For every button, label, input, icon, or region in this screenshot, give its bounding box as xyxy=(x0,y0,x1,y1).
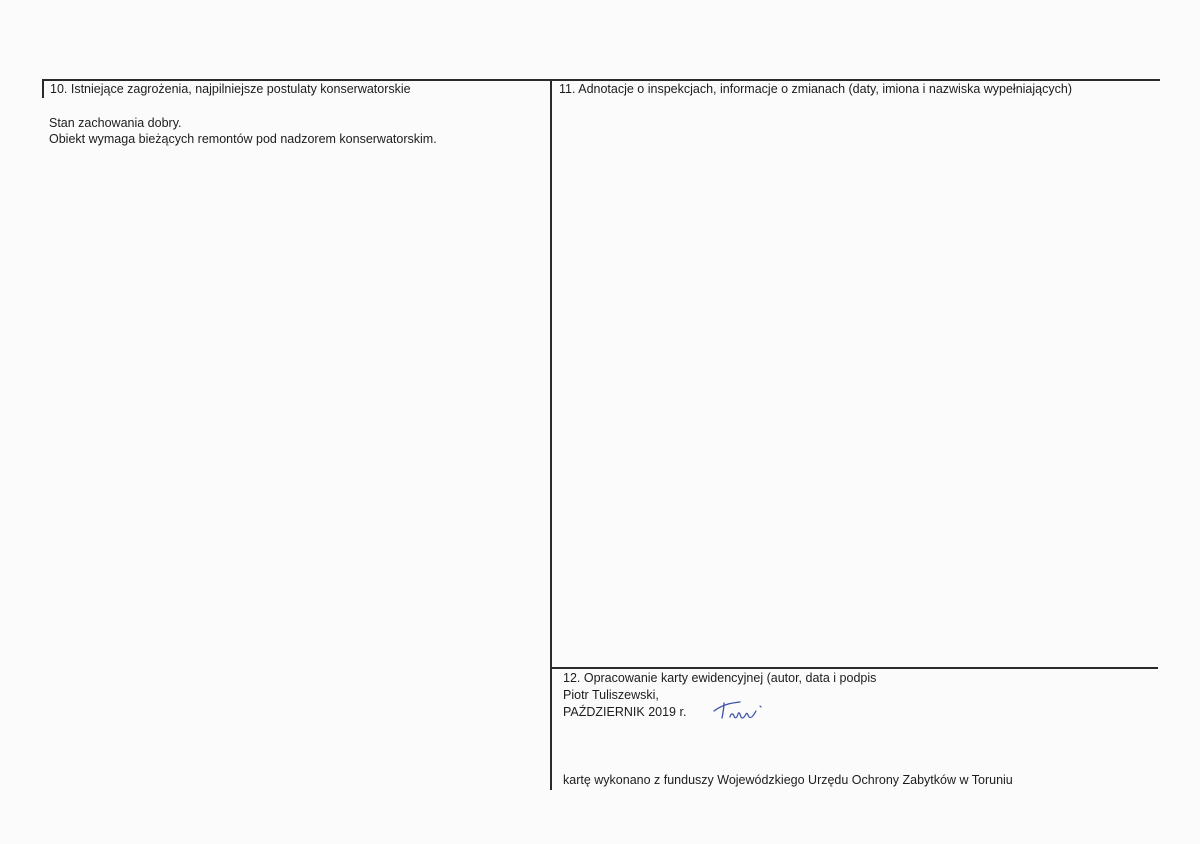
section-10-condition: Stan zachowania dobry. xyxy=(49,116,182,130)
section-10-recommendation: Obiekt wymaga bieżących remontów pod nadzorem konserwatorskim. xyxy=(49,132,437,146)
handwritten-signature xyxy=(700,693,770,725)
section-10-heading: 10. Istniejące zagrożenia, najpilniejsze postulaty konserwatorskie xyxy=(50,82,411,96)
section-11-heading: 11. Adnotacje o inspekcjach, informacje o zmianach (daty, imiona i nazwiska wypełniających) xyxy=(559,82,1072,96)
section-12-author: Piotr Tuliszewski, xyxy=(563,688,659,702)
section-12-date: PAŹDZIERNIK 2019 r. xyxy=(563,705,687,719)
top-divider xyxy=(42,79,1160,81)
section-12-funding-note: kartę wykonano z funduszy Wojewódzkiego Urzędu Ochrony Zabytków w Toruniu xyxy=(563,773,1013,787)
column-divider xyxy=(550,79,552,790)
left-corner-divider xyxy=(42,79,44,98)
section-12-divider xyxy=(550,667,1158,669)
section-12-heading: 12. Opracowanie karty ewidencyjnej (autor, data i podpis xyxy=(563,671,877,685)
